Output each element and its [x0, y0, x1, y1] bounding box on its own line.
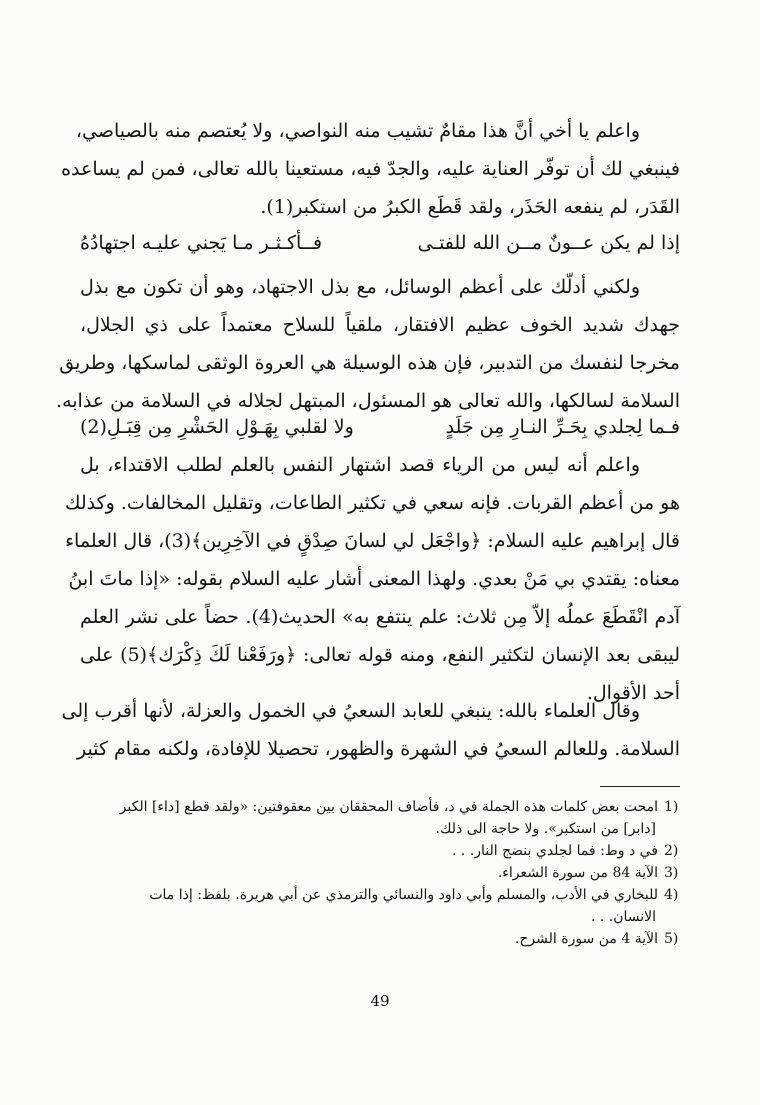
text-line: فينبغي لك أن توفّر العناية عليه، والجدّ فيه، مستعينا بالله تعالى، فمن لم يساعده [61, 158, 680, 180]
footnote-3 [80, 862, 680, 884]
verse-hemistich-left: فــأكـثـر مـا يَجني عليـه اجتهادُهُ [80, 232, 323, 254]
footnote-5 [80, 928, 680, 950]
paragraph-2 [56, 268, 680, 420]
text-line: السلامة لسالكها، والله تعالى هو المسئول، المبتهل لجلاله في السلامة من عذابه. [56, 390, 680, 412]
footnote-text: [دابر] من استكبر». ولا حاجة الى ذلك. [435, 821, 656, 837]
paragraph-3 [64, 446, 680, 712]
text-line: جهدك شديد الخوف عظيم الافتقار، ملقياً للسلاح معتمداً على ذي الجلال، [80, 314, 680, 336]
footnote-number: 4) [664, 887, 679, 903]
footnote-text: الآية 84 من سورة الشعراء. [497, 865, 658, 881]
paragraph-4 [61, 692, 680, 768]
text-line: ليبقى بعد الإنسان لتكثير النفع، ومنه قوله تعالى: ﴿ورَفَعْنا لَكَ ذِكْرَك﴾(5) على [80, 644, 680, 666]
text-line: مخرجا لنفسك من التدبير، فإن هذه الوسيلة هي العروة الوثقى لماسكها، وطريق [59, 352, 680, 374]
text-line: القَدَر، لم ينفعه الحَذَر، ولقد قَطَع الكبرُ من استكبر(1). [260, 196, 680, 218]
footnote-text: امحت بعض كلمات هذه الجملة في د، فأضاف المحققان بين معقوفتين: «ولقد قطع [داء] الكبر [119, 799, 658, 815]
text-line: ولكني أدلّك على أعظم الوسائل، مع بذل الاجتهاد، وهو أن تكون مع بذل [80, 276, 640, 298]
verse-hemistich-left: ولا لقلبي بِهَـوْلِ الحَشْرِ مِن قِبَـلِ(2) [80, 416, 354, 438]
footnote-text: الانسان. . . [590, 909, 656, 925]
text-line: هو من أعظم القربات. فإنه سعي في تكثير الطاعات، وتقليل المخالفات. وكذلك [64, 492, 680, 514]
footnote-4 [80, 884, 680, 928]
footnote-number: 5) [664, 931, 679, 947]
footnote-number: 1) [664, 799, 679, 815]
footnote-text: في د وط: فما لجلدي بنضج النار. . . [452, 843, 658, 859]
text-line: أحد الأقوال. [586, 682, 680, 704]
footnote-2 [80, 840, 680, 862]
footnote-separator [600, 786, 680, 787]
verse-hemistich-right: فـما لِجلدي بِحَـرِّ النـارِ مِن جَلَدٍ [445, 416, 680, 438]
footnote-number: 3) [664, 865, 679, 881]
text-line: واعلم أنه ليس من الرياء قصد اشتهار النفس بالعلم لطلب الاقتداء، بل [80, 454, 640, 476]
text-line: قال إبراهيم عليه السلام: ﴿واجْعَل لي لسانَ صِدْقٍ في الآخِرِين﴾(3)، قال العلماء [65, 530, 680, 552]
text-line: آدم انْقَطَعَ عملُه إلاّ مِن ثلاث: علم ينتفع به» الحديث(4). حضاً على نشر العلم [80, 606, 680, 628]
paragraph-1 [61, 112, 680, 226]
footnote-number: 2) [664, 843, 679, 859]
text-line: واعلم يا أخي أنَّ هذا مقامٌ تشيب منه النواصي، ولا يُعتصم منه بالصياصي، [75, 120, 640, 142]
text-line: وقال العلماء بالله: ينبغي للعابد السعيُ في الخمول والعزلة، لأنها أقرب إلى [61, 700, 640, 722]
footnote-1 [80, 796, 680, 840]
footnote-text: الآية 4 من سورة الشرح. [514, 931, 658, 947]
text-line: السلامة. وللعالم السعيُ في الشهرة والظهور، تحصيلا للإفادة، ولكنه مقام كثير [76, 738, 680, 760]
verse-hemistich-right: إذا لم يكن عــونٌ مــن الله للفتـى [417, 232, 680, 254]
verse-1 [80, 224, 680, 262]
footnotes [80, 796, 680, 950]
text-line: معناه: يقتدي بي مَنْ بعدي. ولهذا المعنى أشار عليه السلام بقوله: «إذا ماتَ ابنُ [68, 568, 680, 590]
footnote-text: للبخاري في الأدب، والمسلم وأبي داود والنسائي والترمذي عن أبي هريرة. بلفظ: إذا مات [149, 887, 658, 903]
page-number: 49 [370, 992, 390, 1010]
verse-2 [80, 408, 680, 446]
